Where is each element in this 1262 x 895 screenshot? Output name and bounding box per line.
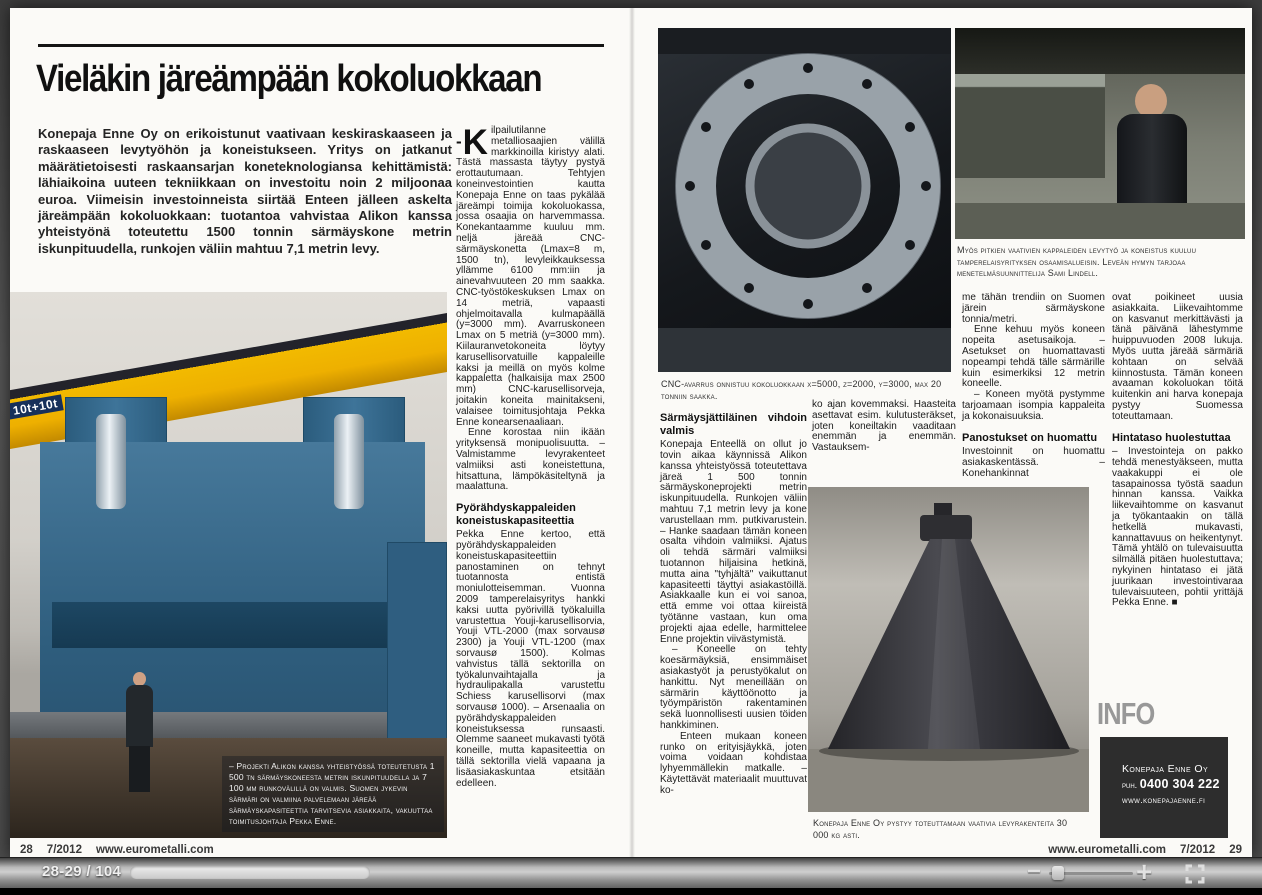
- body-column-c: [962, 293, 1105, 480]
- section-heading: Panostukset on huomattu: [962, 431, 1098, 444]
- press-bed: [10, 712, 447, 738]
- press-brake-photo: [10, 292, 447, 838]
- workshop-bench: [955, 203, 1245, 239]
- zoom-in-button[interactable]: +: [1136, 856, 1153, 887]
- left-page-footer: [20, 844, 214, 856]
- info-label: INFO: [1097, 696, 1155, 731]
- info-box: [1100, 737, 1228, 838]
- paragraph: – Investointeja on pakko tehdä menestyäkseen, mutta vaakakuppi ei ole tasapainossa työstä saadun hinnan kanssa. Vaikka liikevaihtomme on kasvanut ja työkantaakin on tällä hetkellä mukavasti, kannattavuus on heikentynyt. Tämä yhtälö on tulevaisuutta silmällä pitäen huolestuttava; nykyinen hintataso ei jätä juurikaan investointivaraa tulevaisuuteen, pohtii yrittäjä Pekka Enne. ■: [1112, 446, 1243, 609]
- paragraph: Pekka Enne kertoo, että pyörähdyskappaleiden koneistuskapasiteettiin panostaminen on tehnyt tuotannosta entistä moniulotteisemman. Vuonna 2009 tamperelaisyritys hankki kaksi uutta pyörivillä työkaluilla varustettua Youji-karusellisorvia, Youji VTL-2000 (max sorvausø 2300) ja Youji VTL-1200 (max sorvausø 1500). Kolmas vahvistus tällä sektorilla on työkalunvaihtajalla ja hydraulipakalla varustettu Schiess karusellisorvi (max sorvausø 1000). – Arsenaalia on pyörähdyskappaleiden koneistuksessa runsaasti. Olemme saaneet mukavasti työtä koneille, mutta kapasiteettia on tällä sektorilla vielä vapaana ja lisäasiakaskuntaa etsitään edelleen.: [456, 529, 605, 789]
- workshop-photo: [955, 28, 1245, 239]
- paragraph: -K ilpailutilanne metalliosaajien välillä markkinoilla kiristyy alati. Tästä massasta täytyy pystyä erottautumaan. Tehtyjen koneinvestointien kautta Konepaja Enne on taas pykälää järeämpi toimija kokoluokassa, jossa osaajia on harvemmassa. Konekantaamme kuuluu mm. neljä järeää CNC-särmäyskonetta (Lmax=8 m, 1500 tn), levyleikkauksessa yllämme 6100 mm:iin ja ainevahvuuteen 20 mm saakka. CNC-työstökeskuksen Lmax on 14 metriä, vapaasti ohjelmoitavalla kulmapäällä (y=3000 mm). Avarruskoneen Lmax on 5 metriä (y=3000 mm). Kiilauranvetokoneita löytyy karusellisorvatuille kappaleille kaksi ja meillä on myös kolme kappaletta (halkaisija max 2500 mm) CNC-karusellisorveja, joitakin koneita mainitakseni, valaisee toimitusjohtaja Pekka Enne konearsenaaliaan.: [456, 123, 605, 428]
- left-body-column: [456, 123, 605, 789]
- zoom-out-button[interactable]: −: [1027, 858, 1042, 885]
- body-column-a: [660, 412, 807, 796]
- fullscreen-icon[interactable]: [1184, 863, 1206, 885]
- paragraph: – Koneelle on tehty koesärmäyksiä, ensimmäiset asiakastyöt ja perustyökalut on hankittu. Nyt meneillään on särmärin käyttöönotto ja työympäristön rakentaminen sekä luonnollisesti uusien töiden hankkiminen.: [660, 644, 807, 731]
- left-page[interactable]: [10, 8, 631, 857]
- page-number: 29: [1229, 844, 1242, 856]
- section-heading: Särmäysjättiläinen vihdoin valmis: [660, 412, 807, 437]
- cone-vessel-photo: [808, 487, 1089, 812]
- viewer-toolbar: [0, 857, 1262, 889]
- page-indicator: 28-29 / 104: [42, 863, 122, 880]
- tool-cabinet: [387, 542, 447, 769]
- section-heading: Hintataso huolestuttaa: [1112, 431, 1231, 444]
- cone-photo-caption: Konepaja Enne Oy pystyy toteuttamaan vaativia levyrakenteita 30 000 kg asti.: [813, 818, 1068, 840]
- workshop-ceiling: [955, 28, 1245, 74]
- magazine-spread: [10, 8, 1252, 857]
- issue-number: 7/2012: [1180, 844, 1216, 856]
- cone-graphic: [808, 487, 1089, 812]
- right-page[interactable]: [631, 8, 1252, 857]
- paragraph: ovat poikineet uusia asiakkaita. Liikevaihtomme on kasvanut merkittävästi ja tänä päivänä lähestymme huippuvuoden 2008 lukuja. Myös uutta järeää särmäriä kohtaan on selvää kiinnostusta. Tämän koneen avaaman kokoluokan töitä kuitenkin ani harva konepaja pystyy Suomessa toteuttamaan.: [1112, 292, 1243, 422]
- zoom-slider-handle[interactable]: [1052, 866, 1064, 880]
- paragraph: Konepaja Enteellä on ollut jo tovin aikaa käynnissä Alikon kanssa yhteistyössä toteutettava järeä 1 500 tonnin särmäyskoneprojekti metrin iskunpituudella. Runkojen väliin mahtuu 7,1 metrin levy ja kone varustellaan mm. putkivarustein. – Hanke saadaan tämän koneen osalta vihdoin valmiiksi. Ajatus oli tehdä särmäri valmiiksi tuotannon hiljaisina hetkinä, mutta aina "tyhjältä" vaikuttanut kapasiteetti täyttyi asiakastöillä. Asiakkaalle kun ei voi sanoa, että emme voi ottaa kiireistä työtänne vastaan, kun oma projekti ajaa edelle, harmittelee Enne projektin viivästymistä.: [660, 439, 807, 645]
- info-website: www.konepajaenne.fi: [1122, 795, 1206, 805]
- paragraph: Enne kehuu myös koneen nopeita asetusaikoja. – Asetukset on huomattavasti nopeampi tehdä tälle särmärille kuin esimerkiksi 12 metrin koneelle.: [962, 324, 1105, 390]
- worker-head: [133, 672, 146, 686]
- crane-capacity-label: 10t+10t: [10, 394, 64, 419]
- article-intro: Konepaja Enne Oy on erikoistunut vaativaan keskiraskaaseen ja raskaaseen levytyöhön ja koneistukseen. Yritys on jatkanut määrätietoisesti raskaansarjan koneteknologiansa kehittämistä: lähiaikoina uuteen tekniikkaan on investoitu noin 2 miljoonaa euroa. Viimeisin investoinneista siirtää Enteen jälleen askelta järeämpään kokoluokkaan: tuotantoa vahvistaa Alikon kanssa yhteistyönä toteutettu 1500 tonnin särmäyskone metrin iskunpituudella, runkojen väliin mahtuu 7,1 metrin levy.: [38, 126, 452, 256]
- hydraulic-cylinder: [96, 414, 126, 509]
- press-ram: [52, 602, 414, 648]
- paragraph: me tähän trendiin on Suomen järein särmäyskone tonnia/metri.: [962, 292, 1105, 325]
- paragraph: Investoinnit on huomattu asiakaskentässä. – Konehankinnat: [962, 446, 1105, 479]
- drop-cap: -K: [456, 123, 488, 162]
- section-heading: Pyörähdyskappaleiden koneistuskapasiteettia: [456, 502, 576, 527]
- cnc-boring-photo: [658, 28, 951, 372]
- workshop-photo-caption: Myös pitkien vaativien kappaleiden levytyö ja koneistus kuuluu tamperelaisyrityksen osaamisalueisin. Leveän hymyn tarjoaa menetelmäsuunnittelija Sami Lindell.: [957, 245, 1197, 279]
- right-page-footer: [1048, 844, 1242, 856]
- bottom-black-bar: [0, 888, 1262, 895]
- press-brake-photo-caption: – Projekti Alikon kanssa yhteistyössä toteutetusta 1 500 tn särmäyskoneesta metrin iskunpituudella ja 7 100 mm runkovälillä on valmis. Suomen jykevin särmäri on valmiina palvelemaan järeää särmäyskapasiteettia tarvitsevia asiakkaita, vakuuttaa toimitusjohtaja Pekka Enne.: [222, 756, 444, 832]
- magazine-website: www.eurometalli.com: [95, 844, 214, 856]
- cnc-photo-caption: CNC-avarrus onnistuu kokoluokkaan x=5000, z=2000, y=3000, max 20 tonniin saakka.: [661, 379, 942, 401]
- issue-number: 7/2012: [46, 844, 82, 856]
- workshop-machines: [955, 74, 1105, 178]
- paragraph: Enne korostaa niin ikään yrityksensä monipuolisuutta. – Valmistamme levyrakenteet valmiiksi asti koneistettuna, hitsattuna, lämpökäsiteltynä ja maalattuna.: [456, 427, 605, 493]
- person-head: [1135, 84, 1167, 118]
- magazine-website: www.eurometalli.com: [1048, 844, 1167, 856]
- worker-figure: [124, 672, 154, 792]
- info-phone: puh. 0400 304 222: [1122, 777, 1220, 791]
- page-number: 28: [20, 844, 33, 856]
- body-column-d: [1112, 293, 1243, 609]
- body-column-b: [812, 400, 956, 454]
- worker-torso: [126, 685, 153, 747]
- paragraph: Enteen mukaan koneen runko on erityisjäykkä, joten voima voidaan kohdistaa lyhyemmällekin matkalle. – Käytettävät materiaalit muuttuvat ko-: [660, 730, 807, 796]
- cnc-ring-graphic: [658, 28, 951, 372]
- page-scrubber[interactable]: [130, 866, 370, 879]
- worker-legs: [129, 746, 150, 792]
- article-title: Vieläkin järeämpään kokoluokkaan: [36, 58, 542, 100]
- info-company: Konepaja Enne Oy: [1122, 763, 1209, 775]
- hydraulic-cylinder: [334, 414, 364, 509]
- paragraph: ko ajan kovemmaksi. Haasteita asettavat esim. kulutusteräkset, joten koneiltakin vaaditaan enemmän ja enemmän. Vastauksem-: [812, 399, 956, 454]
- paragraph: – Koneen myötä pystymme tarjoamaan isompia kappaleita ja kokonaisuuksia.: [962, 389, 1105, 422]
- title-rule: [38, 44, 604, 47]
